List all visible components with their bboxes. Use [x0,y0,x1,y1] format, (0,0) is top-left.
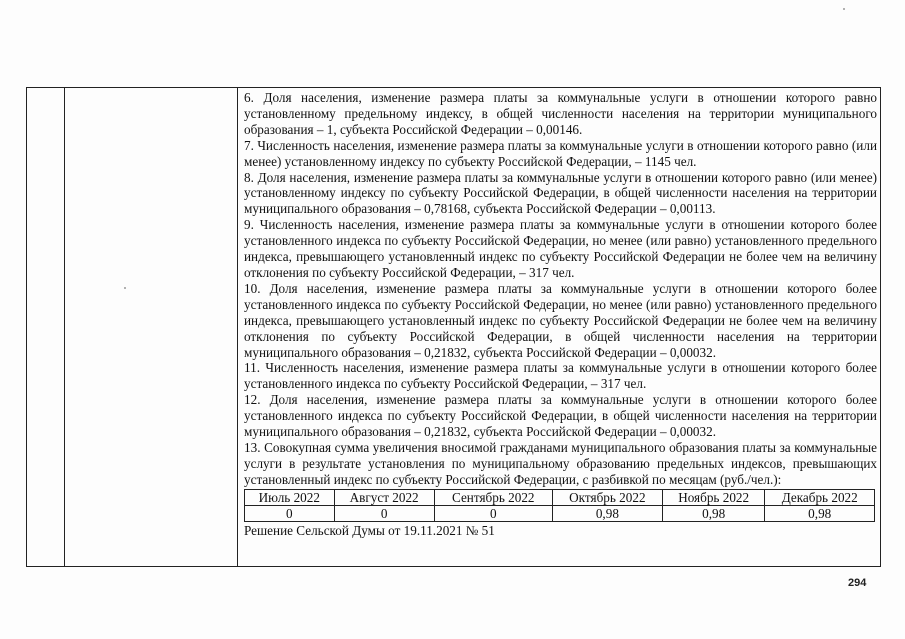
paragraph-10: 10. Доля населения, изменение размера платы за коммунальные услуги в отношении которого более установленного индекса по субъекту Российской Федерации, но менее (или равно) установленного предельного индекса, превышающего установленный индекс по субъекту Российской Федерации не более чем на величину отклонения по субъекту Российской Федерации, в общей численности населения на территории муниципального образования – 0,21832, субъекта Российской Федерации – 0,00032. [244,280,877,360]
table-header-row [245,489,875,505]
month-header-nov: Ноябрь 2022 [662,489,765,505]
column-divider-1 [64,88,65,566]
month-header-sep: Сентябрь 2022 [434,489,552,505]
month-value-nov: 0,98 [662,505,765,521]
paragraph-9: 9. Численность населения, изменение размера платы за коммунальные услуги в отношении которого более установленного индекса по субъекту Российской Федерации, но менее (или равно) установленного предельного индекса, превышающего установленный индекс по субъекту Российской Федерации не более чем на величину отклонения по субъекту Российской Федерации, – 317 чел. [244,217,877,280]
monthly-increase-table [244,489,875,522]
paragraph-7: 7. Численность населения, изменение размера платы за коммунальные услуги в отношении которого равно (или менее) установленному индексу по субъекту Российской Федерации, – 1145 чел. [244,137,877,169]
month-header-oct: Октябрь 2022 [552,489,662,505]
month-header-aug: Август 2022 [334,489,434,505]
month-value-aug: 0 [334,505,434,521]
table-row [245,505,875,521]
scan-speck [124,287,126,289]
decision-reference: Решение Сельской Думы от 19.11.2021 № 51 [244,522,495,538]
month-header-jul: Июль 2022 [245,489,335,505]
month-value-dec: 0,98 [765,505,875,521]
month-value-sep: 0 [434,505,552,521]
paragraph-12: 12. Доля населения, изменение размера платы за коммунальные услуги в отношении которого более установленного индекса по субъекту Российской Федерации, в общей численности населения на территории муниципального образования – 0,21832, субъекта Российской Федерации – 0,00032. [244,392,877,440]
month-value-jul: 0 [245,505,335,521]
month-header-dec: Декабрь 2022 [765,489,875,505]
paragraph-6: 6. Доля населения, изменение размера платы за коммунальные услуги в отношении которого равно установленному предельному индексу, в общей численности населения на территории муниципального образования – 1, субъекта Российской Федерации – 0,00146. [244,90,877,137]
page-number: 294 [848,577,867,589]
month-value-oct: 0,98 [552,505,662,521]
paragraph-8: 8. Доля населения, изменение размера платы за коммунальные услуги в отношении которого равно (или менее) установленному индексу по субъекту Российской Федерации, в общей численности населения на территории муниципального образования – 0,78168, субъекта Российской Федерации – 0,00113. [244,169,877,217]
table-content-cell [244,90,877,539]
paragraph-13: 13. Совокупная сумма увеличения вносимой гражданами муниципального образования платы за коммунальные услуги в результате установления по муниципальному образованию предельных индексов, превышающих установленный индекс по субъекту Российской Федерации, с разбивкой по месяцам (руб./чел.): [244,439,877,487]
scan-speck [843,8,845,10]
column-divider-2 [237,88,238,566]
paragraph-11: 11. Численность населения, изменение размера платы за коммунальные услуги в отношении которого более установленного индекса по субъекту Российской Федерации, – 317 чел. [244,360,877,392]
